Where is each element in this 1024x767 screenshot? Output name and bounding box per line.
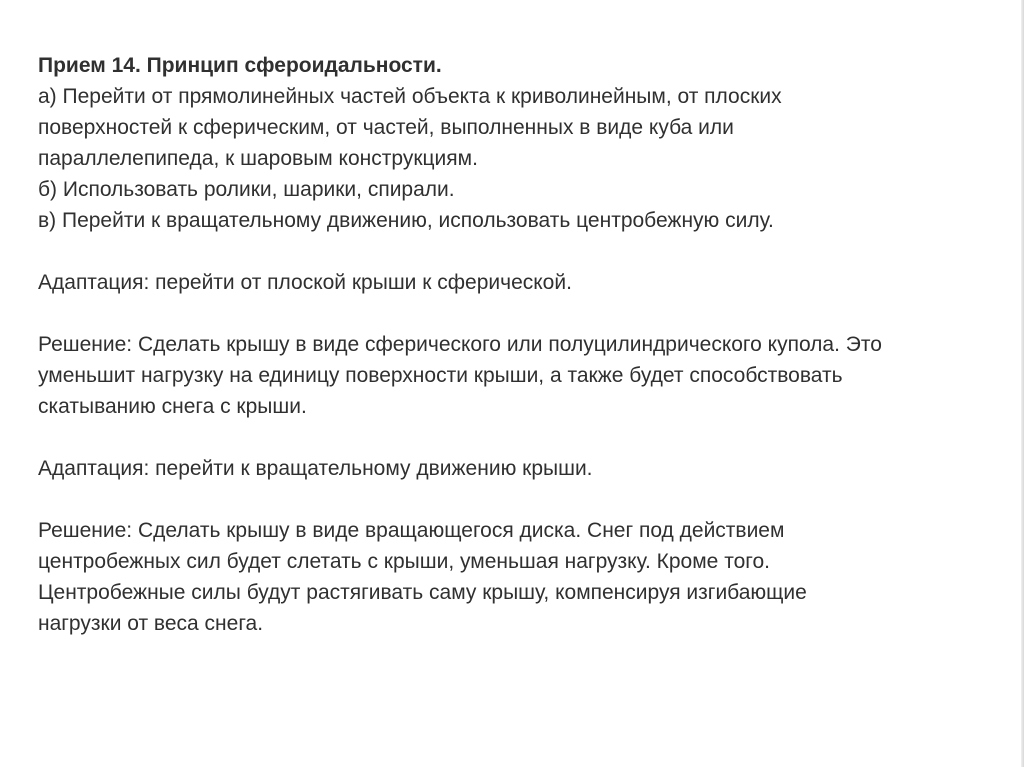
solution-1-line-1: Решение: Сделать крышу в виде сферического или полуцилиндрического купола. Это bbox=[38, 333, 882, 356]
principle-a-line-1: а) Перейти от прямолинейных частей объекта к криволинейным, от плоских bbox=[38, 85, 782, 108]
adaptation-1: Адаптация: перейти от плоской крыши к сферической. bbox=[38, 271, 572, 294]
solution-2-line-2: центробежных сил будет слетать с крыши, уменьшая нагрузку. Кроме того. bbox=[38, 550, 770, 573]
solution-2-line-3: Центробежные силы будут растягивать саму крышу, компенсируя изгибающие bbox=[38, 581, 807, 604]
slide-text-body bbox=[38, 50, 1008, 639]
spacer bbox=[38, 422, 1008, 453]
spacer bbox=[38, 484, 1008, 515]
spacer bbox=[38, 298, 1008, 329]
adaptation-2: Адаптация: перейти к вращательному движению крыши. bbox=[38, 457, 593, 480]
principle-v: в) Перейти к вращательному движению, использовать центробежную силу. bbox=[38, 209, 774, 232]
principle-a-line-3: параллелепипеда, к шаровым конструкциям. bbox=[38, 147, 478, 170]
solution-2-line-4: нагрузки от веса снега. bbox=[38, 612, 264, 635]
solution-1-line-3: скатыванию снега с крыши. bbox=[38, 395, 307, 418]
principle-b: б) Использовать ролики, шарики, спирали. bbox=[38, 178, 455, 201]
solution-1-line-2: уменьшит нагрузку на единицу поверхности крыши, а также будет способствовать bbox=[38, 364, 843, 387]
spacer bbox=[38, 236, 1008, 267]
principle-a-line-2: поверхностей к сферическим, от частей, выполненных в виде куба или bbox=[38, 116, 734, 139]
solution-2-line-1: Решение: Сделать крышу в виде вращающегося диска. Снег под действием bbox=[38, 519, 785, 542]
slide-title: Прием 14. Принцип сфероидальности. bbox=[38, 54, 442, 77]
